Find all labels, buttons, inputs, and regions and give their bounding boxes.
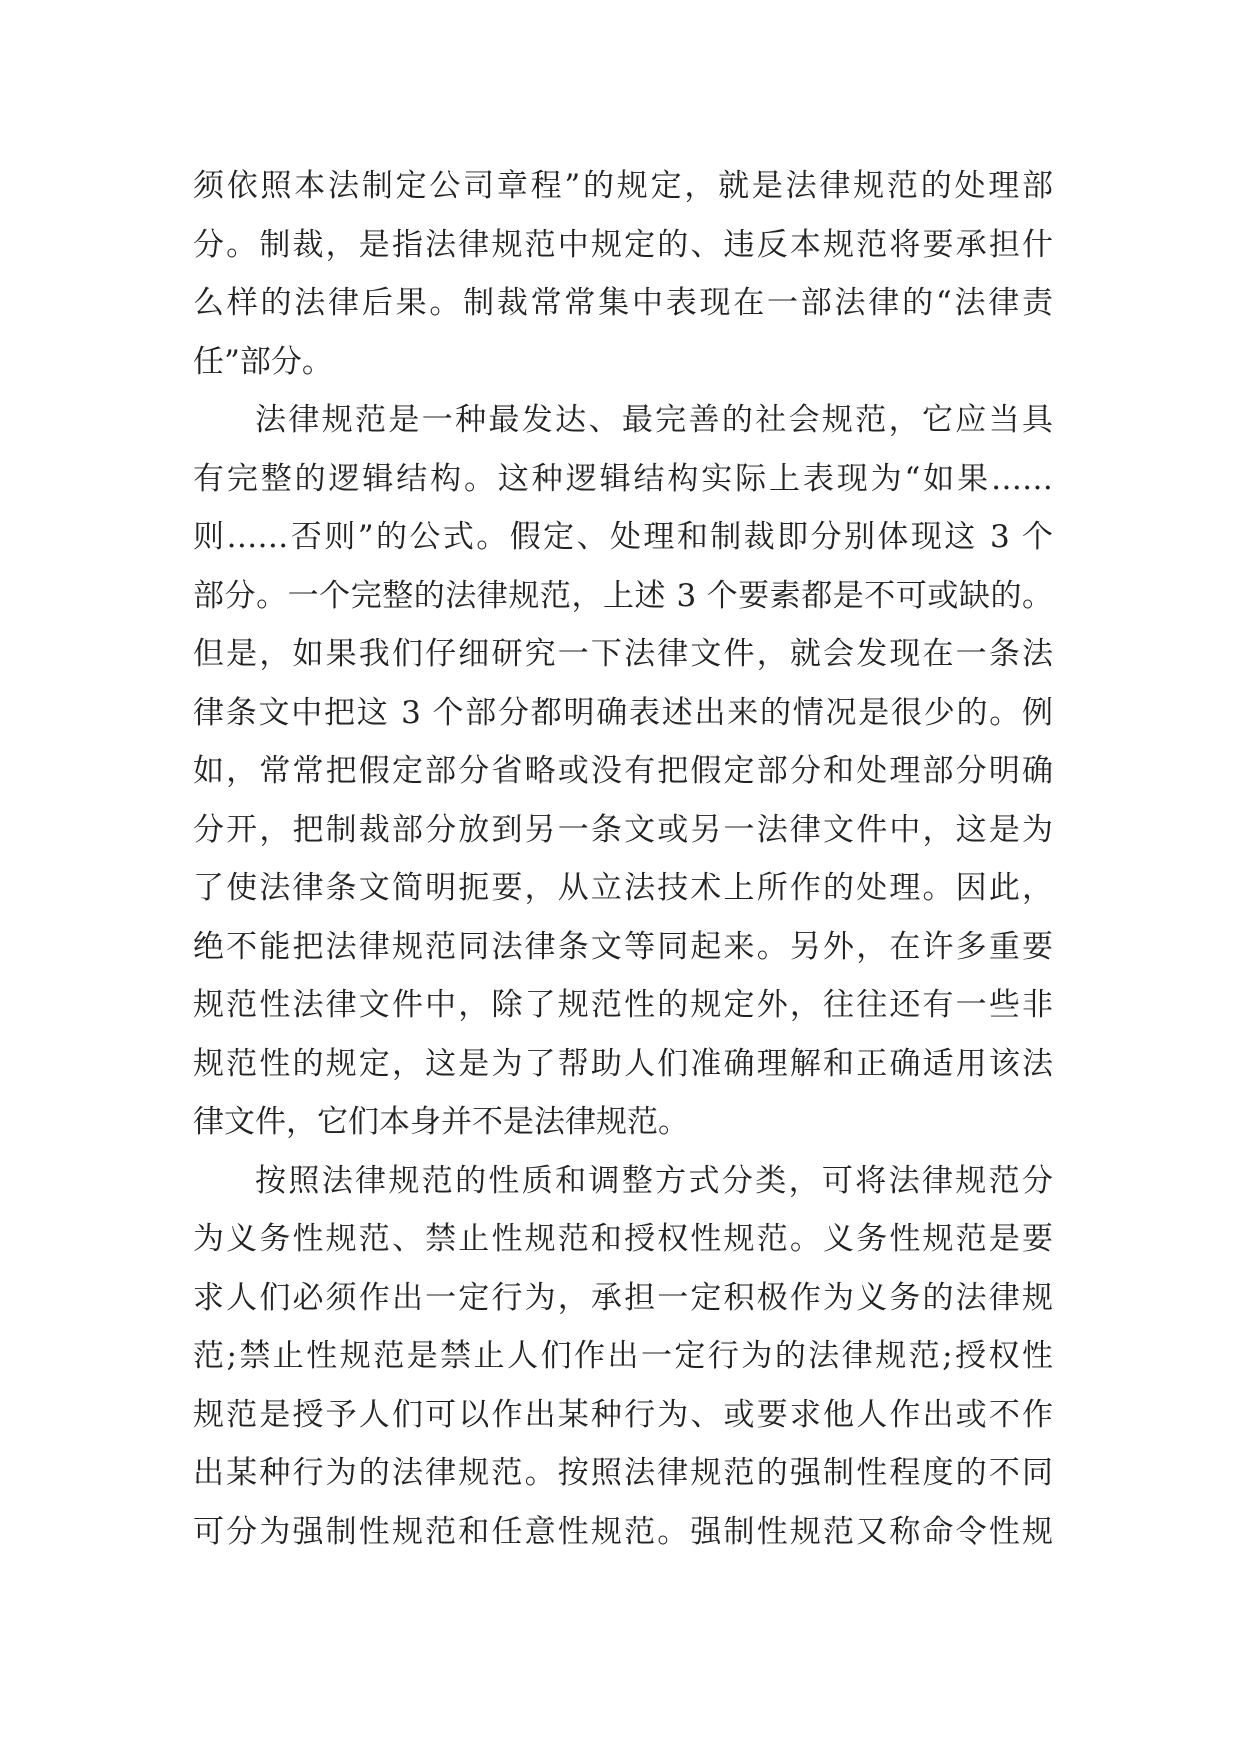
body-text [193, 157, 1053, 1561]
text-line: 出某种行为的法律规范。按照法律规范的强制性程度的不同 [193, 1455, 1053, 1491]
text-line: 须依照本法制定公司章程”的规定，就是法律规范的处理部 [193, 168, 1053, 204]
text-line: 规范性的规定，这是为了帮助人们准确理解和正确适用该法 [193, 1045, 1053, 1082]
paragraph-first-line: 法律规范是一种最发达、最完善的社会规范，它应当具 [255, 402, 1053, 438]
text-line: 如，常常把假定部分省略或没有把假定部分和处理部分明确 [193, 753, 1053, 789]
text-line: 有完整的逻辑结构。这种逻辑结构实际上表现为“如果…… [193, 460, 1053, 497]
text-line: 任”部分。 [193, 343, 333, 380]
text-line: 律条文中把这 3 个部分都明确表述出来的情况是很少的。例 [193, 694, 1053, 731]
text-line: 绝不能把法律规范同法律条文等同起来。另外，在许多重要 [193, 928, 1053, 965]
text-line: 但是，如果我们仔细研究一下法律文件，就会发现在一条法 [193, 636, 1053, 672]
paragraph-first-line: 按照法律规范的性质和调整方式分类，可将法律规范分 [255, 1162, 1053, 1199]
text-line: 范;禁止性规范是禁止人们作出一定行为的法律规范;授权性 [193, 1338, 1053, 1374]
text-line: 部分。一个完整的法律规范，上述 3 个要素都是不可或缺的。 [193, 577, 1053, 614]
text-line: 了使法律条文简明扼要，从立法技术上所作的处理。因此， [193, 870, 1053, 906]
text-line: 求人们必须作出一定行为，承担一定积极作为义务的法律规 [193, 1279, 1053, 1316]
text-line: 律文件，它们本身并不是法律规范。 [193, 1104, 689, 1140]
text-line: 则……否则”的公式。假定、处理和制裁即分别体现这 3 个 [193, 519, 1053, 555]
text-line: 么样的法律后果。制裁常常集中表现在一部法律的“法律责 [193, 285, 1053, 321]
text-line: 规范是授予人们可以作出某种行为、或要求他人作出或不作 [193, 1396, 1053, 1433]
text-line: 为义务性规范、禁止性规范和授权性规范。义务性规范是要 [193, 1221, 1053, 1257]
text-line: 规范性法律文件中，除了规范性的规定外，往往还有一些非 [193, 987, 1053, 1023]
text-line: 分开，把制裁部分放到另一条文或另一法律文件中，这是为 [193, 811, 1053, 848]
text-line: 可分为强制性规范和任意性规范。强制性规范又称命令性规 [193, 1513, 1053, 1550]
text-line: 分。制裁，是指法律规范中规定的、违反本规范将要承担什 [193, 226, 1053, 263]
